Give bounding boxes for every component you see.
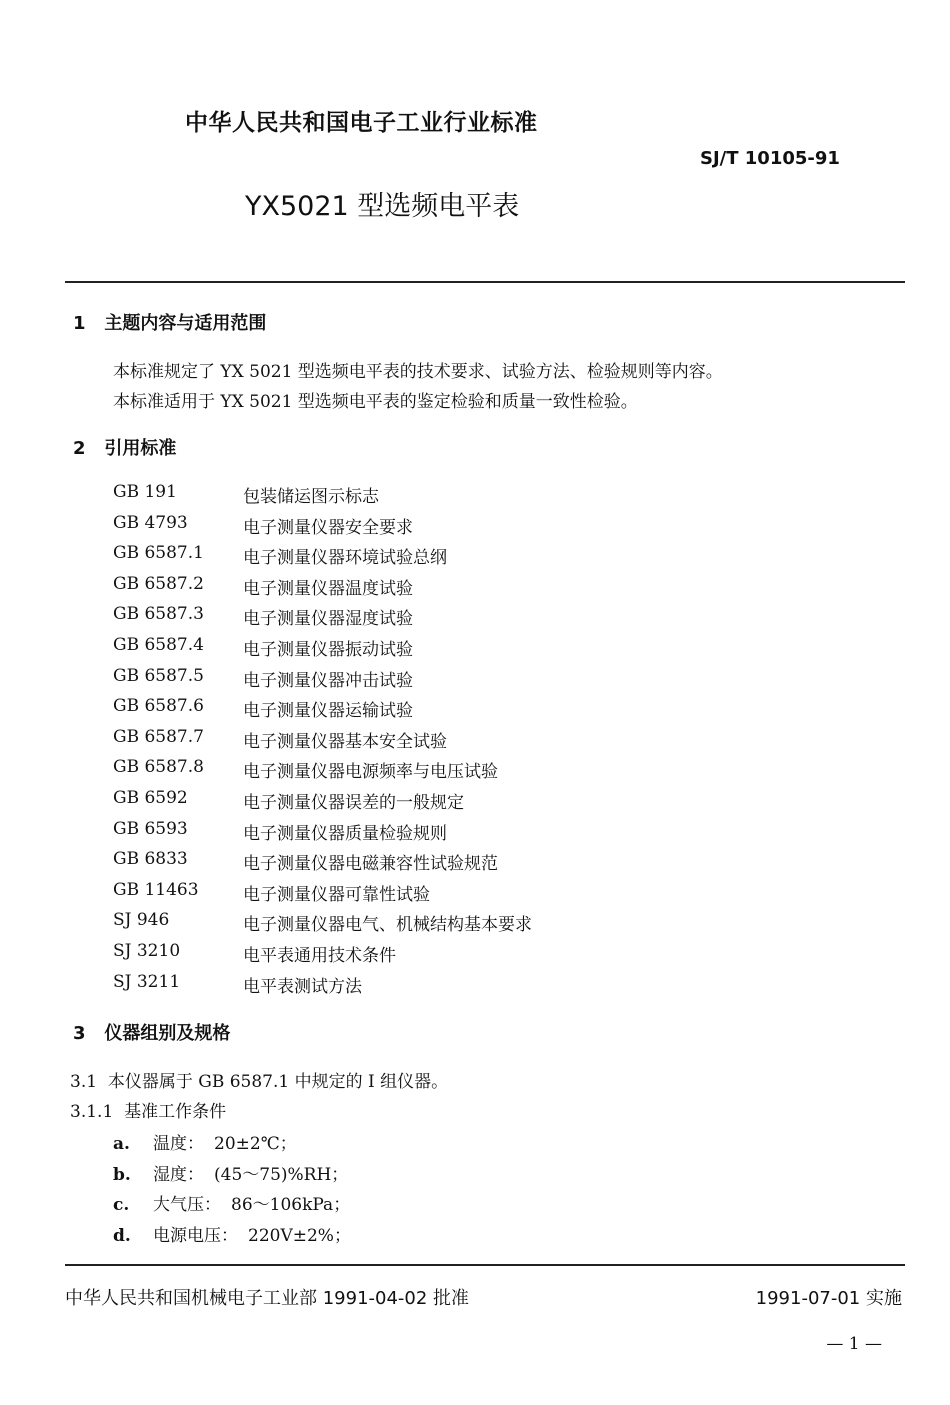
condition-item [113,1221,351,1246]
condition-name: 湿度： [153,1164,204,1185]
reference-title: 电子测量仪器环境试验总纲 [243,548,447,569]
section-2-heading [73,434,176,460]
reference-title: 电平表通用技术条件 [243,946,396,966]
reference-code: GB 6587.5 [113,665,204,686]
condition-value: 220V±2%； [248,1225,351,1246]
paragraph: 本标准规定了 YX 5021 型选频电平表的技术要求、试验方法、检验规则等内容。 [113,362,723,382]
reference-title: 电子测量仪器电磁兼容性试验规范 [243,854,498,875]
reference-title: 电平表测试方法 [243,976,362,997]
standard-code: SJ/T 10105-91 [700,148,840,169]
reference-code: GB 6587.3 [113,604,204,625]
reference-code: GB 6587.4 [113,635,204,655]
reference-code: SJ 3210 [113,941,181,961]
condition-label: a. [113,1134,130,1154]
reference-code: GB 6593 [113,818,188,839]
reference-code: GB 6587.8 [113,757,204,778]
reference-title: 电子测量仪器湿度试验 [243,609,413,630]
section-number: 1 [73,313,86,334]
reference-title: 电子测量仪器可靠性试验 [243,884,430,905]
condition-name: 温度： [153,1134,204,1154]
reference-title: 电子测量仪器误差的一般规定 [243,793,464,813]
condition-item [113,1129,297,1154]
reference-code: SJ 946 [113,910,170,931]
condition-value: (45～75)%RH； [214,1164,349,1185]
reference-title: 电子测量仪器电源频率与电压试验 [243,762,498,783]
section-title: 仪器组别及规格 [104,1023,231,1044]
reference-code: SJ 3211 [113,971,181,992]
reference-code: GB 6587.6 [113,696,204,717]
footer-rule [65,1264,905,1266]
reference-code: GB 191 [113,482,177,502]
reference-title: 电子测量仪器基本安全试验 [243,731,447,752]
reference-code: GB 6587.2 [113,573,204,594]
condition-value: 86～106kPa； [231,1195,351,1215]
clause-3-1-1 [70,1097,226,1122]
header-rule [65,281,905,283]
condition-label: c. [113,1195,130,1215]
issuer-heading: 中华人民共和国电子工业行业标准 [185,110,538,136]
reference-code: GB 6592 [113,788,188,808]
section-title: 主题内容与适用范围 [104,313,267,334]
reference-title: 电子测量仪器安全要求 [243,517,413,538]
clause-3-1 [70,1067,448,1092]
reference-code: GB 6587.7 [113,726,204,747]
reference-title: 电子测量仪器冲击试验 [243,670,413,691]
reference-code: GB 6833 [113,849,188,870]
condition-item [113,1160,348,1185]
reference-code: GB 6587.1 [113,543,204,564]
document-title: YX5021 型选频电平表 [245,191,520,222]
condition-label: b. [113,1164,131,1185]
section-3-heading [73,1019,230,1045]
condition-name: 电源电压： [153,1225,238,1246]
page-number: — 1 — [826,1334,882,1354]
clause-number: 3.1 [70,1072,98,1092]
reference-title: 电子测量仪器振动试验 [243,640,413,660]
reference-code: GB 4793 [113,512,188,533]
effective-date: 1991-07-01 实施 [755,1288,902,1309]
section-number: 2 [73,438,86,459]
condition-name: 大气压： [153,1195,221,1215]
clause-text: 本仪器属于 GB 6587.1 中规定的 Ⅰ 组仪器。 [107,1072,449,1092]
section-title: 引用标准 [104,438,177,459]
clause-text: 基准工作条件 [124,1102,227,1122]
clause-number: 3.1.1 [70,1102,114,1122]
reference-title: 电子测量仪器电气、机械结构基本要求 [243,915,532,936]
reference-title: 电子测量仪器质量检验规则 [243,823,447,844]
condition-value: 20±2℃； [214,1134,297,1154]
approval-line: 中华人民共和国机械电子工业部 1991-04-02 批准 [65,1288,470,1309]
reference-title: 包装储运图示标志 [243,487,379,507]
condition-label: d. [113,1225,131,1246]
section-1-heading [73,309,266,335]
reference-title: 电子测量仪器温度试验 [243,578,413,599]
reference-title: 电子测量仪器运输试验 [243,701,413,722]
reference-code: GB 11463 [113,879,199,900]
section-number: 3 [73,1023,86,1044]
condition-item [113,1190,350,1215]
paragraph: 本标准适用于 YX 5021 型选频电平表的鉴定检验和质量一致性检验。 [113,392,638,412]
